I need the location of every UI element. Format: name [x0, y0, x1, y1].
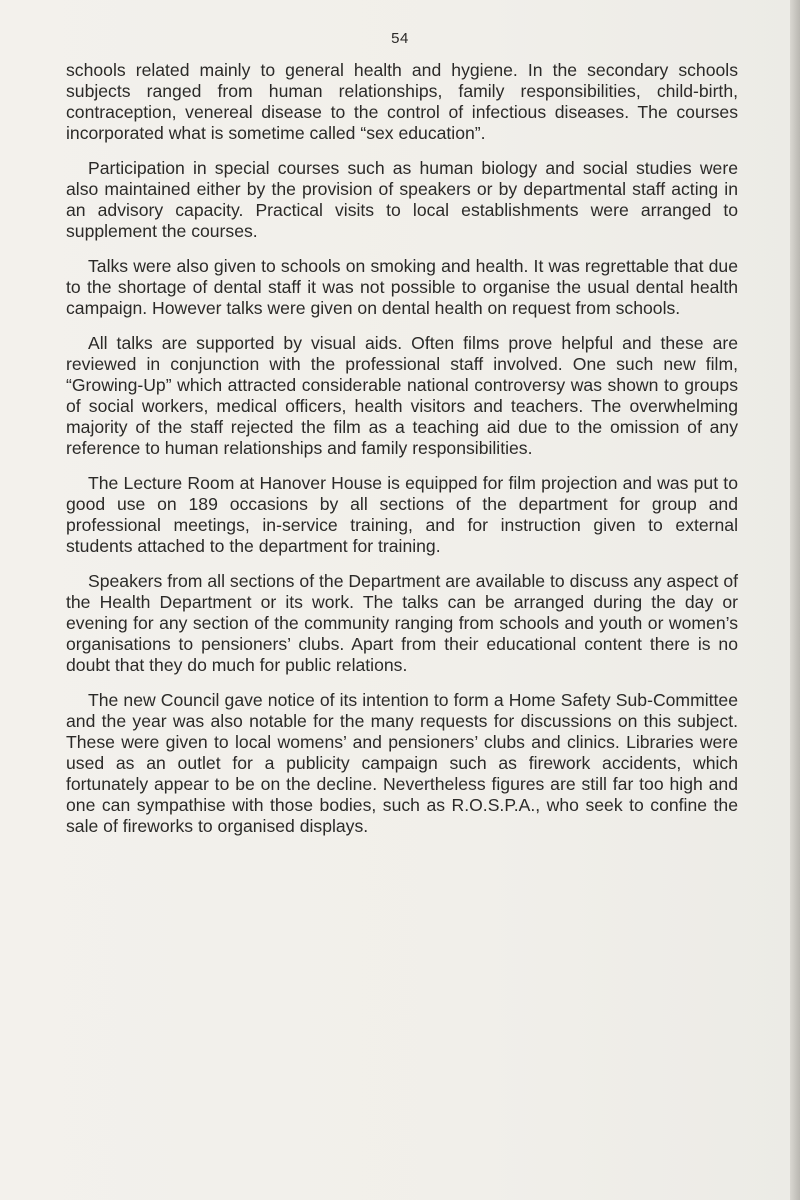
paragraph-3: Talks were also given to schools on smoking and health. It was regrettable that due to the shortage of dental staff it was not possible to organise the usual dental health campaign. However talks were given on dental health on request from schools.	[66, 256, 738, 318]
page-number: 54	[391, 30, 409, 47]
paragraph-7: The new Council gave notice of its intention to form a Home Safety Sub-Committee and the year was also notable for the many requests for discussions on this subject. These were given to local womens’ and pensioners’ clubs and clinics. Libraries were used as an outlet for a publicity campaign such as firework accidents, which fortunately appear to be on the decline. Nevertheless figures are still far too high and one can sympathise with those bodies, such as R.O.S.P.A., who seek to confine the sale of fireworks to organised displays.	[66, 690, 738, 836]
paragraph-6: Speakers from all sections of the Department are available to discuss any aspect of the Health Department or its work. The talks can be arranged during the day or evening for any section of the community ranging from schools and youth or women’s organisations to pensioners’ clubs. Apart from their educational content there is no doubt that they do much for public relations.	[66, 571, 738, 675]
paragraph-4: All talks are supported by visual aids. Often films prove helpful and these are reviewed in conjunction with the professional staff involved. One such new film, “Growing-Up” which attracted considerable national controversy was shown to groups of social workers, medical officers, health visitors and teachers. The overwhelming majority of the staff rejected the film as a teaching aid due to the omission of any reference to human relationships and family responsibilities.	[66, 333, 738, 458]
paragraph-2: Participation in special courses such as human biology and social studies were also maintained either by the provision of speakers or by departmental staff acting in an advisory capacity. Practical visits to local establishments were arranged to supplement the courses.	[66, 158, 738, 241]
paragraph-5: The Lecture Room at Hanover House is equipped for film projection and was put to good use on 189 occasions by all sections of the department for group and professional meetings, in-service training, and for instruction given to external students attached to the department for training.	[66, 473, 738, 556]
page-edge	[790, 0, 800, 1200]
paragraph-1: schools related mainly to general health and hygiene. In the secondary schools subjects ranged from human relationships, family responsibilities, child-birth, contraception, venereal disease to the control of infectious diseases. The courses incorporated what is sometime called “sex education”.	[66, 60, 738, 143]
body-text	[66, 60, 738, 851]
